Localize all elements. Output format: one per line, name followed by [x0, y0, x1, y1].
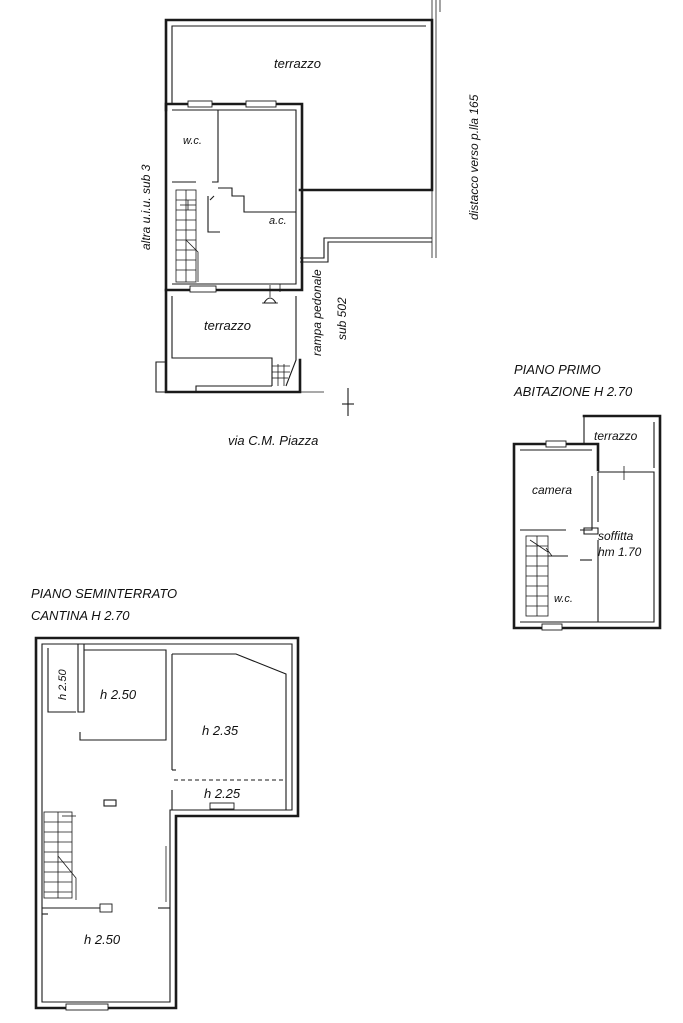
terrace-label-top: terrazzo — [274, 56, 321, 71]
first-floor-plan — [514, 416, 660, 630]
basement-stair — [44, 812, 76, 900]
room-c-height-label: h 2.25 — [204, 786, 241, 801]
first-floor-title: PIANO PRIMO — [514, 362, 601, 377]
basement-subtitle: CANTINA H 2.70 — [31, 608, 130, 623]
basement-plan — [36, 638, 298, 1010]
first-floor-subtitle: ABITAZIONE H 2.70 — [514, 384, 633, 399]
basement-title: PIANO SEMINTERRATO — [31, 586, 178, 601]
street-label: via C.M. Piazza — [228, 433, 319, 448]
room-d-height-label: h 2.50 — [84, 932, 121, 947]
closet-height-label: h 2.50 — [57, 669, 69, 700]
room-a-height-label: h 2.50 — [100, 687, 137, 702]
room-b-height-label: h 2.35 — [202, 723, 239, 738]
sub-label: sub 502 — [335, 297, 349, 340]
bedroom-label: camera — [532, 483, 573, 497]
attic-label: soffitta — [598, 529, 634, 543]
attic-height-label: hm 1.70 — [598, 545, 642, 559]
light-fixture-icon — [262, 285, 278, 303]
wc-label-first: w.c. — [554, 593, 573, 605]
wc-label-ground: w.c. — [183, 135, 202, 147]
distance-note-label: distacco verso p.lla 165 — [467, 94, 481, 220]
ground-floor-stair — [176, 190, 198, 282]
neighbor-unit-label: altra u.i.u. sub 3 — [139, 164, 153, 250]
first-floor-terrace-label: terrazzo — [594, 429, 638, 443]
ac-label: a.c. — [269, 215, 287, 227]
ramp-label: rampa pedonale — [310, 269, 324, 356]
terrace-label-bottom: terrazzo — [204, 318, 251, 333]
